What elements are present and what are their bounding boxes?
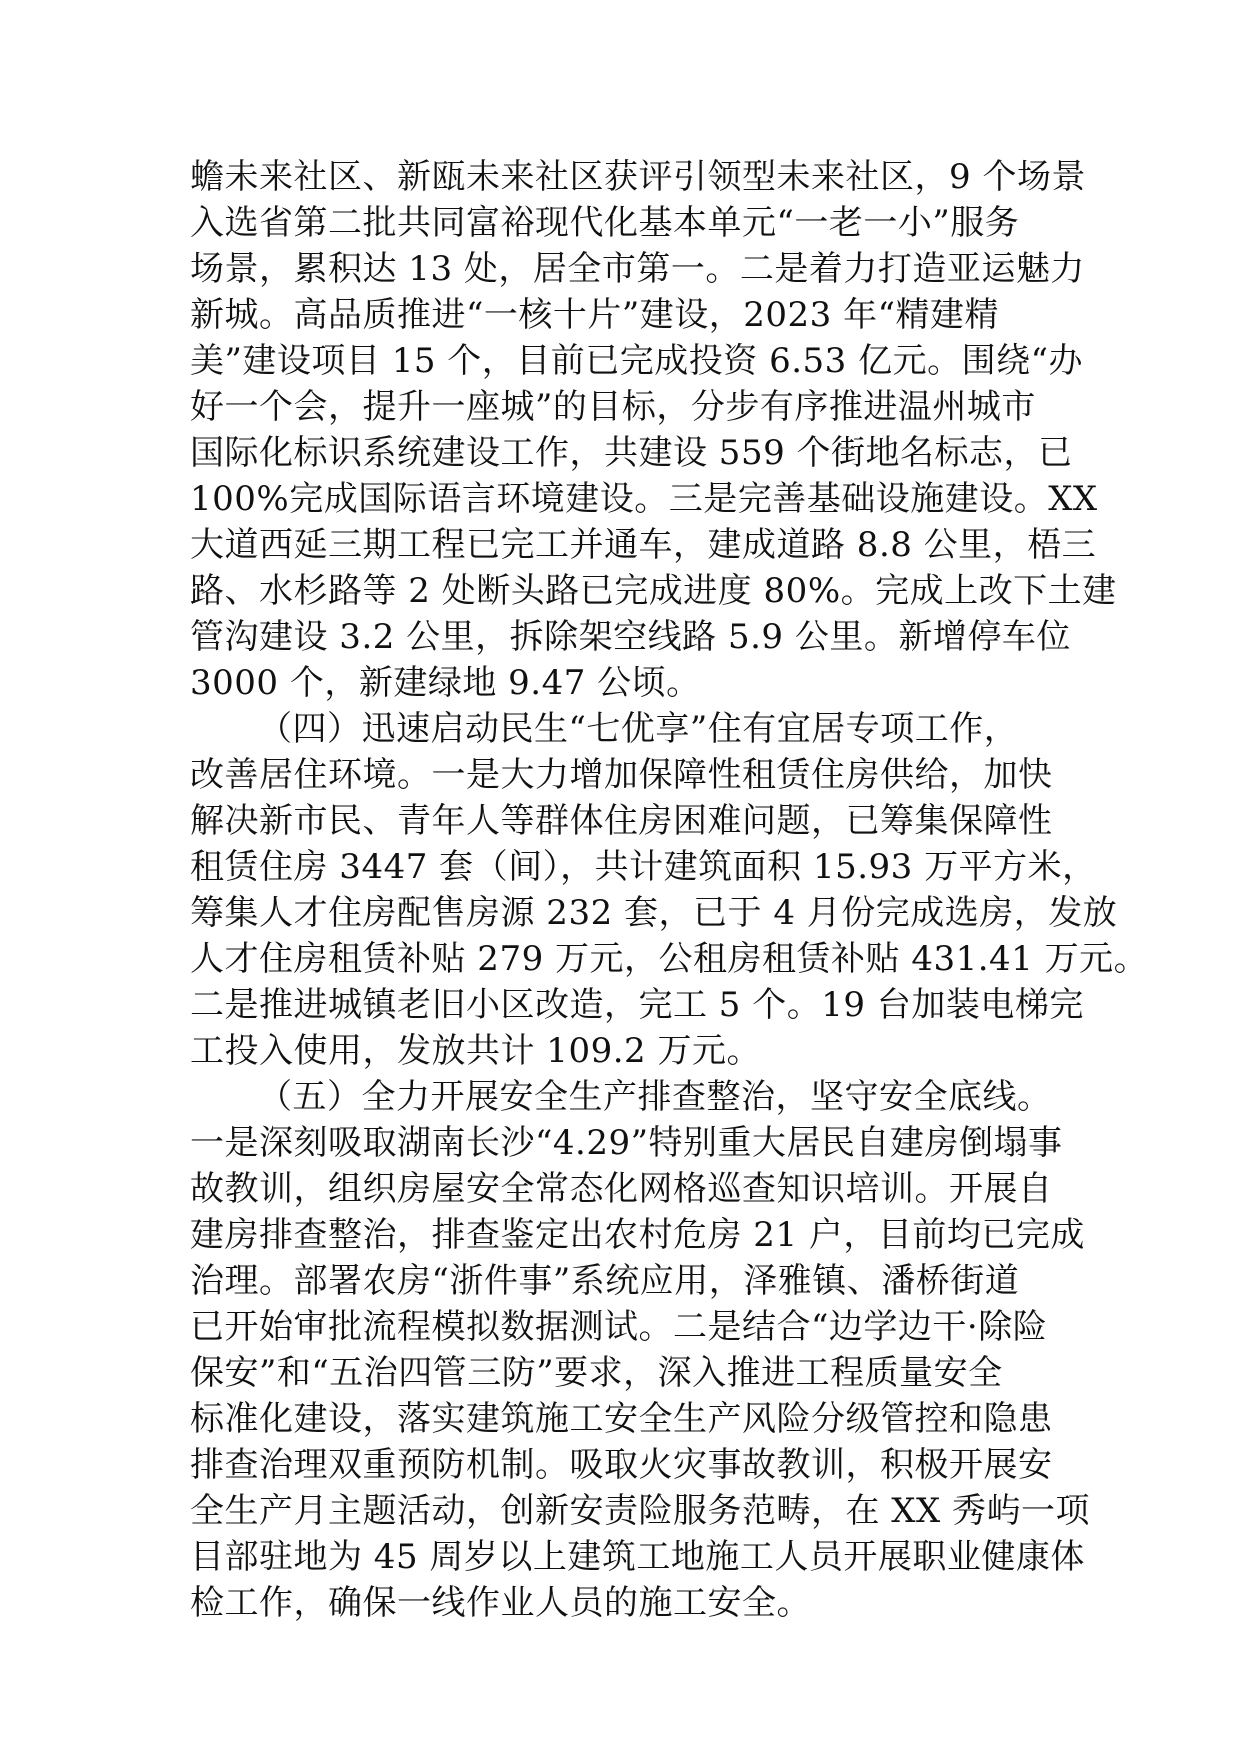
text-line: 工投入使用，发放共计 109.2 万元。	[190, 1031, 761, 1071]
body-text	[190, 154, 1149, 1626]
text-line: 好一个会，提升一座城”的目标，分步有序推进温州城市	[190, 387, 1036, 427]
text-line: 人才住房租赁补贴 279 万元，公租房租赁补贴 431.41 万元。	[190, 939, 1149, 979]
text-line: 3000 个，新建绿地 9.47 公顷。	[190, 663, 701, 703]
text-line: 美”建设项目 15 个，目前已完成投资 6.53 亿元。围绕“办	[190, 341, 1083, 381]
text-line: 改善居住环境。一是大力增加保障性租赁住房供给，加快	[190, 755, 1053, 795]
text-line: 一是深刻吸取湖南长沙“4.29”特别重大居民自建房倒塌事	[190, 1123, 1063, 1163]
text-line: 管沟建设 3.2 公里，拆除架空线路 5.9 公里。新增停车位	[190, 617, 1071, 657]
text-line: 治理。部署农房“浙件事”系统应用，泽雅镇、潘桥街道	[190, 1261, 1020, 1301]
text-line: 标准化建设，落实建筑施工安全生产风险分级管控和隐患	[190, 1399, 1053, 1439]
section-heading-line: （四）迅速启动民生“七优享”住有宜居专项工作，	[258, 709, 1019, 749]
text-line: 筹集人才住房配售房源 232 套，已于 4 月份完成选房，发放	[190, 893, 1118, 933]
text-line: 保安”和“五治四管三防”要求，深入推进工程质量安全	[190, 1353, 1003, 1393]
text-line: 目部驻地为 45 周岁以上建筑工地施工人员开展职业健康体	[190, 1537, 1085, 1577]
text-line: 故教训，组织房屋安全常态化网格巡查知识培训。开展自	[190, 1169, 1053, 1209]
text-line: 新城。高品质推进“一核十片”建设，2023 年“精建精	[190, 295, 999, 335]
text-line: 路、水杉路等 2 处断头路已完成进度 80%。完成上改下土建	[190, 571, 1117, 611]
text-line: 租赁住房 3447 套（间），共计建筑面积 15.93 万平方米，	[190, 847, 1097, 887]
text-line: 建房排查整治，排查鉴定出农村危房 21 户，目前均已完成	[190, 1215, 1085, 1255]
text-line: 解决新市民、青年人等群体住房困难问题，已筹集保障性	[190, 801, 1053, 841]
text-line: 场景，累积达 13 处，居全市第一。二是着力打造亚运魅力	[190, 249, 1085, 289]
text-line: 大道西延三期工程已完工并通车，建成道路 8.8 公里，梧三	[190, 525, 1097, 565]
text-line: 二是推进城镇老旧小区改造，完工 5 个。19 台加装电梯完	[190, 985, 1084, 1025]
text-line: 国际化标识系统建设工作，共建设 559 个街地名标志，已	[190, 433, 1073, 473]
text-line: 全生产月主题活动，创新安责险服务范畴，在 XX 秀屿一项	[190, 1491, 1091, 1531]
section-heading-line: （五）全力开展安全生产排查整治，坚守安全底线。	[258, 1077, 1052, 1117]
text-line: 100%完成国际语言环境建设。三是完善基础设施建设。XX	[190, 479, 1098, 519]
text-line: 入选省第二批共同富裕现代化基本单元“一老一小”服务	[190, 203, 1020, 243]
text-line: 排查治理双重预防机制。吸取火灾事故教训，积极开展安	[190, 1445, 1053, 1485]
text-line: 检工作，确保一线作业人员的施工安全。	[190, 1583, 811, 1623]
text-line: 蟾未来社区、新瓯未来社区获评引领型未来社区，9 个场景	[190, 157, 1086, 197]
text-line: 已开始审批流程模拟数据测试。二是结合“边学边干·除险	[190, 1307, 1048, 1347]
